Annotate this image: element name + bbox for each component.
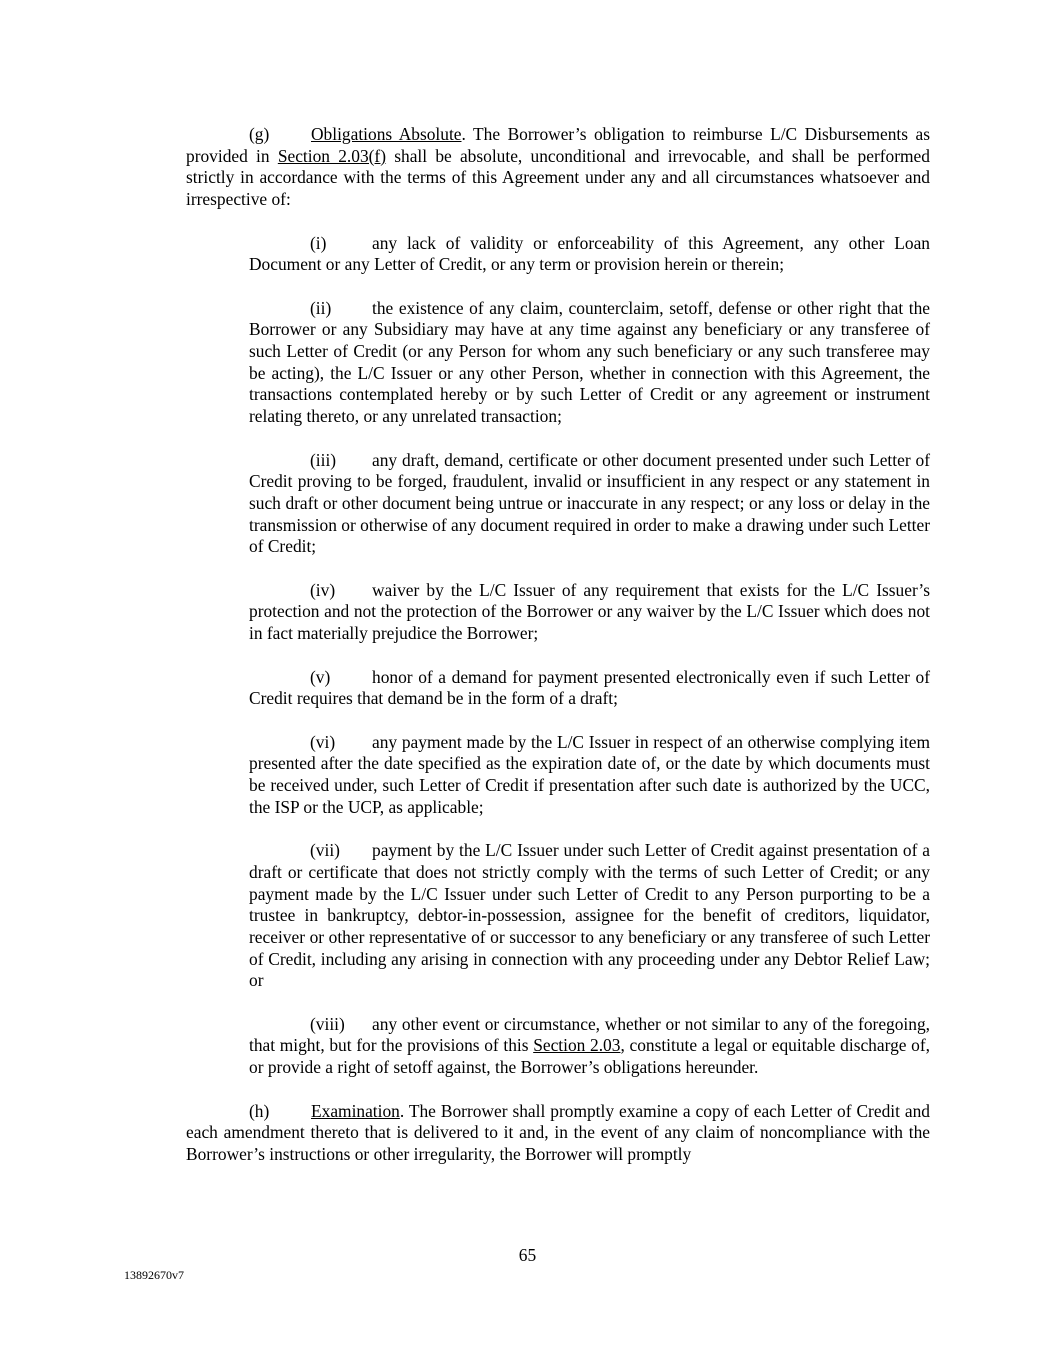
subparagraph-text: any other event or circumstance, whether or not similar to any of the foregoing, that might, but for the provisions of this (249, 1013, 930, 1056)
subparagraph-text: any draft, demand, certificate or other document presented under such Letter of Credit proving to be forged, fraudulent, invalid or insufficient in any respect or any statement in such draft or other document being untrue or inaccurate in any respect; or any loss or delay in the transmission or otherwise of any document required in order to make a drawing under such Letter of Credit; (249, 449, 930, 557)
subparagraph-number: (v) (310, 666, 331, 687)
subparagraph-ii (249, 298, 930, 428)
subparagraph-number: (i) (310, 232, 327, 253)
paragraph-number: (h) (249, 1100, 270, 1121)
section-reference: Section 2.03(f) (277, 145, 387, 166)
subparagraph-number: (viii) (310, 1013, 345, 1034)
paragraph-heading: Obligations Absolute (311, 124, 462, 144)
subparagraph-iii (249, 450, 930, 559)
subparagraph-text: the existence of any claim, counterclaim, setoff, defense or other right that the Borrower or any Subsidiary may have at any time against any beneficiary or any transferee of such Letter of Credit (or any Person for whom any such beneficiary or any such transferee may be acting), the L/C Issuer or any other Person, whether in connection with this Agreement, the transactions contemplated hereby or by such Letter of Credit or any agreement or instrument relating thereto, or any unrelated transaction; (249, 297, 930, 427)
subparagraph-viii (249, 1014, 930, 1079)
subparagraph-text: any lack of validity or enforceability of this Agreement, any other Loan Document or any Letter of Credit, or any term or provision herein or therein; (249, 232, 930, 275)
document-id: 13892670v7 (124, 1268, 184, 1282)
page-number: 65 (518, 1245, 537, 1265)
subparagraph-number: (iii) (310, 449, 337, 470)
paragraph-text: . The Borrower shall promptly examine a copy of each Letter of Credit and each amendment thereto that is delivered to it and, in the event of any claim of noncompliance with the Borrower’s instructions or other irregularity, the Borrower will promptly (186, 1100, 930, 1164)
paragraph-g (186, 124, 930, 211)
paragraph-heading: Examination (311, 1100, 400, 1121)
subparagraph-v (249, 667, 930, 710)
subparagraph-vii (249, 840, 930, 992)
paragraph-text: . The Borrower’s obligation to reimburse L/C Disbursements as provided in (186, 124, 930, 166)
subparagraph-text: waiver by the L/C Issuer of any requirement that exists for the L/C Issuer’s protection and not the protection of the Borrower or any waiver by the L/C Issuer which does not in fact materially prejudice the Borrower; (249, 579, 930, 644)
paragraph-h (186, 1101, 930, 1166)
subparagraph-text: payment by the L/C Issuer under such Letter of Credit against presentation of a draft or certificate that does not strictly comply with the terms of such Letter of Credit; or any payment made by the L/C Issuer under such Letter of Credit to any Person purporting to be a trustee in bankruptcy, debtor-in-possession, assignee for the benefit of creditors, liquidator, receiver or other representative of or successor to any beneficiary or any transferee of such Letter of Credit, including any arising in connection with any proceeding under any Debtor Relief Law; or (249, 840, 930, 991)
paragraph-number: (g) (249, 124, 270, 144)
subparagraph-number: (iv) (310, 579, 336, 600)
section-reference: Section 2.03 (533, 1035, 621, 1056)
subparagraph-text: any payment made by the L/C Issuer in respect of an otherwise complying item presented after the date specified as the expiration date of, or the date by which documents must be received under, such Letter of Credit if presentation after such date is authorized by the UCC, the ISP or the UCP, as applicable; (249, 731, 930, 817)
subparagraph-text: honor of a demand for payment presented electronically even if such Letter of Credit requires that demand be in the form of a draft; (249, 666, 930, 709)
subparagraph-number: (vi) (310, 731, 336, 752)
subparagraph-iv (249, 580, 930, 645)
body-text (186, 124, 930, 1187)
subparagraph-text: , constitute a legal or equitable discharge of, or provide a right of setoff against, the Borrower’s obligations hereunder. (249, 1035, 930, 1078)
subparagraph-number: (ii) (310, 297, 332, 318)
subparagraph-vi (249, 732, 930, 819)
subparagraph-number: (vii) (310, 840, 340, 861)
subparagraph-i (249, 233, 930, 276)
paragraph-text: shall be absolute, unconditional and irrevocable, and shall be performed strictly in accordance with the terms of this Agreement under any and all circumstances whatsoever and irrespective of: (186, 145, 930, 210)
